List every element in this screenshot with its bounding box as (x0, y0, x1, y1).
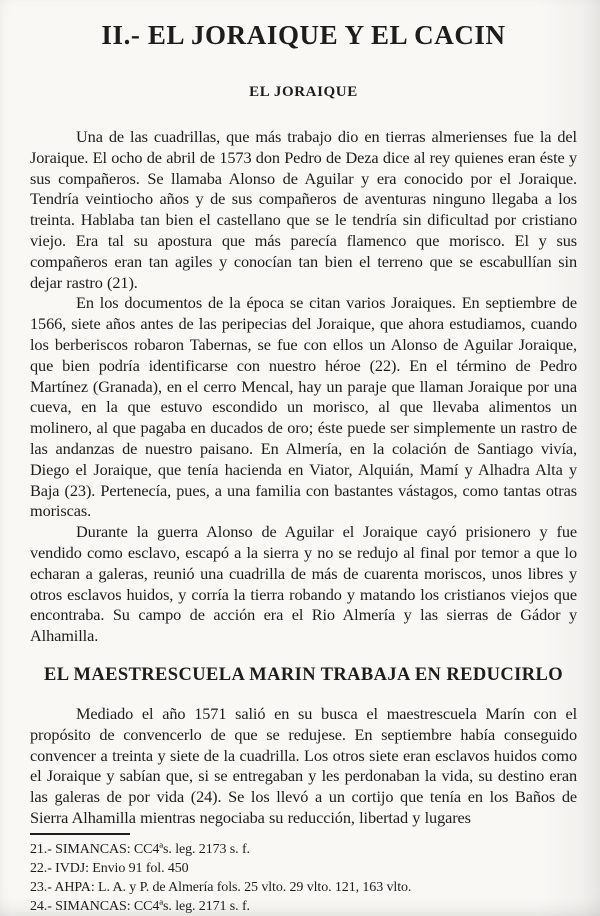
footnote-item: 22.- IVDJ: Envio 91 fol. 450 (30, 860, 189, 876)
section-maestrescuela-body (30, 704, 577, 829)
footnote-item: 21.- SIMANCAS: CC4ªs. leg. 2173 s. f. (30, 841, 250, 857)
body-paragraph: Durante la guerra Alonso de Aguilar el Joraique cayó prisionero y fue vendido como esclavo, escapó a la sierra y no se redujo al final por temor a que lo echaran a galeras, reunió una cuadrilla de más de cuarenta moriscos, unos libres y otros esclavos huidos, y corría la tierra robando y matando los cristianos viejos que encontraba. Su campo de acción era el Rio Almería y las sierras de Gádor y Alhamilla. (30, 522, 577, 646)
footnote-item: 23.- AHPA: L. A. y P. de Almería fols. 25 vlto. 29 vlto. 121, 163 vlto. (30, 879, 412, 895)
footnotes-block (30, 833, 577, 916)
section-el-joraique-body (30, 127, 577, 647)
section-heading-el-joraique: EL JORAIQUE (249, 84, 358, 100)
footnote-separator-rule (30, 833, 130, 835)
chapter-title: II.- EL JORAIQUE Y EL CACIN (101, 20, 506, 50)
footnote-item: 24.- SIMANCAS: CC4ªs. leg. 2171 s. f. (30, 898, 250, 914)
body-paragraph: En los documentos de la época se citan varios Joraiques. En septiembre de 1566, siete años antes de las peripecias del Joraique, que ahora estudiamos, cuando los berberiscos robaron Tabernas, se fue con ellos un Alonso de Aguilar Joraique, que bien podría identificarse con nuestro héroe (22). En el término de Pedro Martínez (Granada), en el cerro Mencal, hay un paraje que llaman Joraique por una cueva, en la que estuvo escondido un morisco, al que llevaba alimentos un molinero, al que pagaba en ducados de oro; éste puede ser simplemente un rastro de las andanzas de nuestro paisano. En Almería, en la colación de Santiago vivía, Diego el Joraique, que tenía hacienda en Viator, Alquián, Mamí y Alhadra Alta y Baja (23). Pertenecía, pues, a una familia con bastantes vástagos, como tantas otras moriscas. (30, 293, 577, 521)
section-heading-maestrescuela: EL MAESTRESCUELA MARIN TRABAJA EN REDUCIRLO (43, 664, 564, 685)
body-paragraph: Una de las cuadrillas, que más trabajo dio en tierras almerienses fue la del Joraique. El ocho de abril de 1573 don Pedro de Deza dice al rey quienes eran éste y sus compañeros. Se llamaba Alonso de Aguilar y era conocido por el Joraique. Tendría veintiocho años y de sus compañeros de aventuras ninguno llegaba a los treinta. Hablaba tan bien el castellano que se le tendría sin dificultad por cristiano viejo. Era tal su apostura que más parecía flamenco que morisco. El y sus compañeros eran tan agiles y conocían tan bien el terreno que se escabullían sin dejar rastro (21). (30, 127, 577, 292)
body-paragraph: Mediado el año 1571 salió en su busca el maestrescuela Marín con el propósito de convencerlo de que se redujese. En septiembre había conseguido convencer a treinta y siete de la cuadrilla. Los otros siete eran esclavos huidos como el Joraique y sabían que, si se entregaban y les perdonaban la vida, su destino eran las galeras de por vida (24). Se los llevó a un cortijo que tenía en los Baños de Sierra Alhamilla mientras negociaba su reducción, libertad y lugares (30, 703, 577, 827)
